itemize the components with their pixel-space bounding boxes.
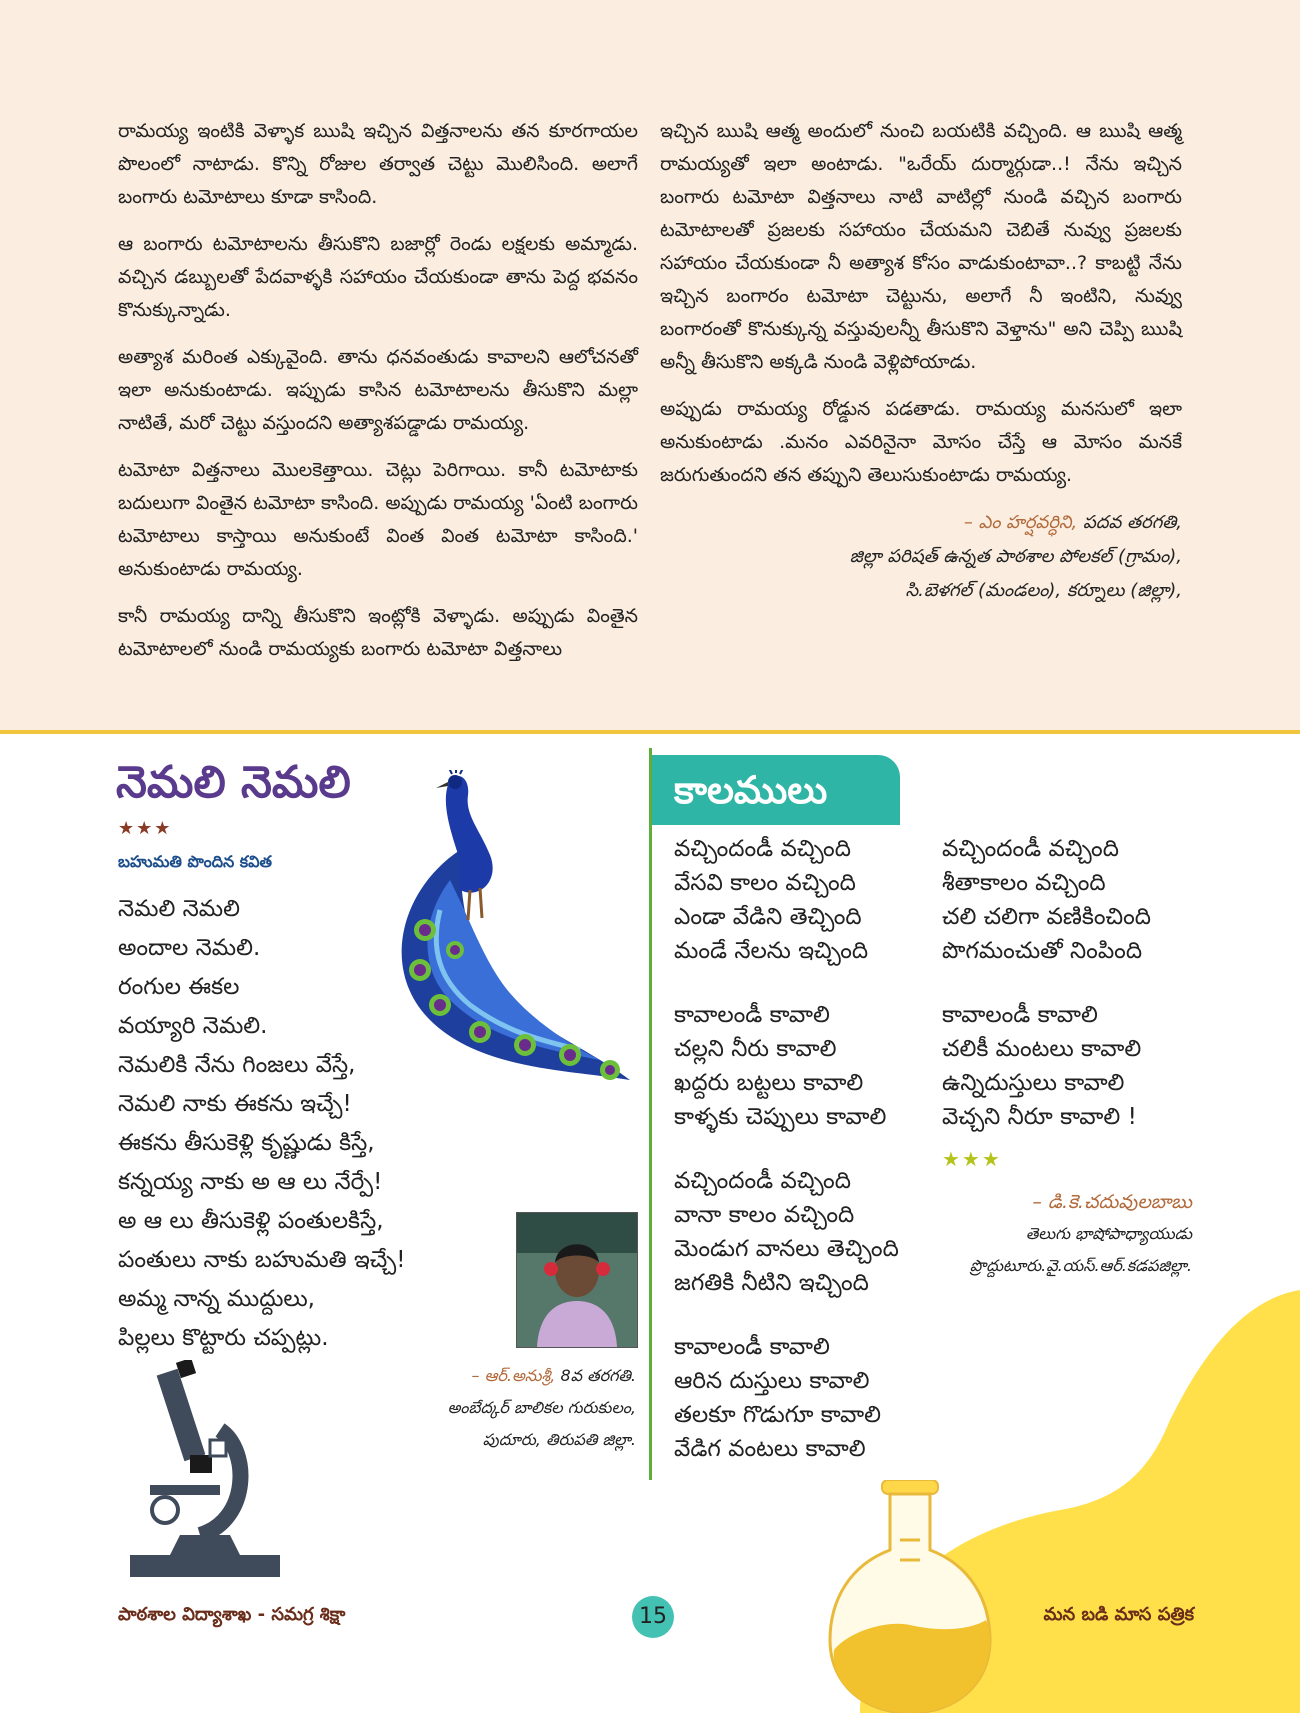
stanza-line: తలకూ గొడుగూ కావాలి xyxy=(674,1402,881,1428)
poem-line: అందాల నెమలి. xyxy=(118,935,261,961)
poem-stars: ★★★ xyxy=(118,818,173,839)
story-paragraph: రామయ్య ఇంటికి వెళ్ళాక ఋషి ఇచ్చిన విత్తనాలను తన కూరగాయల పొలంలో నాటాడు. కొన్ని రోజుల తర్వాత చెట్టు మొలిసింది. అలాగే బంగారు టమోటాలు కూడా కాసింది. xyxy=(118,120,638,208)
stanza-line: వచ్చిందండీ వచ్చింది xyxy=(674,1168,851,1194)
footer-magazine-name: మన బడి మాస పత్రిక xyxy=(1043,1604,1194,1625)
stanza-line: ఉన్నిదుస్తులు కావాలి xyxy=(942,1070,1125,1096)
poem-line: వయ్యారి నెమలి. xyxy=(118,1013,268,1039)
stanza xyxy=(674,1164,899,1300)
poem-author-place: పుదూరు, తిరుపతి జిల్లా. xyxy=(482,1430,636,1449)
stanza-line: కాళ్ళకు చెప్పులు కావాలి xyxy=(674,1104,887,1130)
poem-line: నెమలికి నేను గింజలు వేస్తే, xyxy=(118,1052,356,1078)
story-paragraph: అప్పుడు రామయ్య రోడ్డున పడతాడు. రామయ్య మనసులో ఇలా అనుకుంటాడు .మనం ఎవరినైనా మోసం చేస్తే ఆ మోసం మనకే జరుగుతుందని తన తప్పుని తెలుసుకుంటాడు రామయ్య. xyxy=(660,398,1182,486)
stanza-line: వచ్చిందండీ వచ్చింది xyxy=(942,836,1119,862)
seasons-left-column xyxy=(674,832,899,1496)
stanza-line: పొగమంచుతో నింపింది xyxy=(942,938,1143,964)
poem-line: నెమలి నాకు ఈకను ఇచ్చే! xyxy=(118,1091,352,1117)
story-author-school: జిల్లా పరిషత్ ఉన్నత పాఠశాల పోలకల్ (గ్రామం), xyxy=(849,546,1182,567)
poem-author-school: అంబేద్కర్ బాలికల గురుకులం, xyxy=(447,1398,636,1417)
poem-line: కన్నయ్య నాకు అ ఆ లు నేర్పే! xyxy=(118,1169,383,1195)
story-author-place: సి.బెళగల్ (మండలం), కర్నూలు (జిల్లా), xyxy=(905,580,1182,601)
stanza-line: కావాలండీ కావాలి xyxy=(674,1002,830,1028)
story-credit xyxy=(660,506,1182,608)
story-paragraph: కానీ రామయ్య దాన్ని తీసుకొని ఇంట్లోకి వెళ్ళాడు. అప్పుడు వింతైన టమోటాలలో నుండి రామయ్యకు బంగారు టమోటా విత్తనాలు xyxy=(118,605,638,660)
stanza xyxy=(942,832,1151,968)
section-divider xyxy=(649,748,652,1480)
stanza-line: కావాలండీ కావాలి xyxy=(674,1334,830,1360)
story-paragraph: అత్యాశ మరింత ఎక్కువైంది. తాను ధనవంతుడు కావాలని ఆలోచనతో ఇలా అనుకుంటాడు. ఇప్పుడు కాసిన టమోటాలను తీసుకొని మల్లా నాటితే, మరో చెట్టు వస్తుందని అత్యాశపడ్డాడు రామయ్య. xyxy=(118,346,638,434)
stanza-line: చలికీ మంటలు కావాలి xyxy=(942,1036,1142,1062)
seasons-stars: ★★★ xyxy=(942,1147,1002,1171)
poem-line: పిల్లలు కొట్టారు చప్పట్లు. xyxy=(118,1325,329,1351)
seasons-right-column xyxy=(942,832,1151,1176)
poem-line: అమ్మ నాన్న ముద్దులు, xyxy=(118,1286,315,1312)
stanza xyxy=(942,998,1151,1134)
stanza-line: వేసవి కాలం వచ్చింది xyxy=(674,870,856,896)
seasons-title-tab: కాలములు xyxy=(652,755,900,825)
stanza-line: ఖద్దరు బట్టలు కావాలి xyxy=(674,1070,864,1096)
story-paragraph: ఇచ్చిన ఋషి ఆత్మ అందులో నుంచి బయటికి వచ్చింది. ఆ ఋషి ఆత్మ రామయ్యతో ఇలా అంటాడు. "ఒరేయ్ దుర్మార్గుడా..! నేను ఇచ్చిన బంగారు టమోటా విత్తనాలు నాటి వాటిల్లో నుండి వచ్చిన బంగారు టమోటాలతో ప్రజలకు సహాయం చేయమని చెబితే నువ్వు ప్రజలకు సహాయం చేయకుండా నీ అత్యాశ కోసం వాడుకుంటావా..? కాబట్టి నేను ఇచ్చిన బంగారం టమోటా చెట్టును, అలాగే నీ ఇంటిని, నువ్వు బంగారంతో కొనుక్కున్న వస్తువులన్నీ తీసుకొని వెళ్తాను" అని చెప్పి ఋషి అన్నీ తీసుకొని అక్కడి నుండి వెళ్లిపోయాడు. xyxy=(660,120,1182,373)
poem-author-name: – ఆర్.అనుశ్రీ, xyxy=(471,1366,556,1385)
poem-author-class: 8వ తరగతి. xyxy=(555,1366,636,1385)
stanza-line: వానా కాలం వచ్చింది xyxy=(674,1202,855,1228)
stanza-line: కావాలండీ కావాలి xyxy=(942,1002,1098,1028)
stanza-line: ఆరిన దుస్తులు కావాలి xyxy=(674,1368,870,1394)
stanza-line: మండే నేలను ఇచ్చింది xyxy=(674,938,869,964)
stanza-line: వచ్చిందండీ వచ్చింది xyxy=(674,836,851,862)
peacock-illustration xyxy=(340,770,640,1100)
stanza-line: వేడిగ వంటలు కావాలి xyxy=(674,1436,866,1462)
poem-credit xyxy=(448,1360,636,1456)
page-number: 15 xyxy=(632,1596,674,1638)
stanza-line: మెండుగ వానలు తెచ్చింది xyxy=(674,1236,899,1262)
stanza-line: చలి చలిగా వణికించింది xyxy=(942,904,1152,930)
microscope-icon xyxy=(130,1360,280,1580)
story-left-column xyxy=(118,115,638,680)
poem-title: నెమలి నెమలి xyxy=(116,757,351,808)
poem-line: రంగుల ఈకల xyxy=(118,974,240,1000)
student-photo xyxy=(516,1212,638,1348)
stanza-line: వెచ్చని నీరూ కావాలి ! xyxy=(942,1104,1137,1130)
story-paragraph: టమోటా విత్తనాలు మొలకెత్తాయి. చెట్లు పెరిగాయి. కానీ టమోటాకు బదులుగా వింతైన టమోటా కాసింది. అప్పుడు రామయ్య 'ఏంటి బంగారు టమోటాలు కాస్తాయి అనుకుంటే వింత వింత టమోటా కాసింది.' అనుకుంటాడు రామయ్య. xyxy=(118,459,638,580)
story-paragraph: ఆ బంగారు టమోటాలను తీసుకొని బజార్లో రెండు లక్షలకు అమ్మాడు. వచ్చిన డబ్బులతో పేదవాళ్ళకి సహాయం చేయకుండా తాను పెద్ద భవనం కొనుక్కున్నాడు. xyxy=(118,233,638,321)
story-right-column xyxy=(660,115,1182,608)
poem-subtitle: బహుమతి పొందిన కవిత xyxy=(118,852,272,871)
seasons-author-name: – డి.కె.చదువులబాబు xyxy=(1032,1191,1192,1213)
story-author-name: – ఎం హర్షవర్ధిని, xyxy=(963,512,1078,533)
story-author-class: పదవ తరగతి, xyxy=(1077,512,1182,533)
stanza xyxy=(674,832,899,968)
poem-line: పంతులు నాకు బహుమతి ఇచ్చే! xyxy=(118,1247,406,1273)
flask-icon xyxy=(820,1480,1000,1713)
stanza-line: ఎండా వేడిని తెచ్చింది xyxy=(674,904,862,930)
poem-line: ఈకను తీసుకెళ్లి కృష్ణుడు కిస్తే, xyxy=(118,1130,375,1156)
seasons-author-role: తెలుగు భాషోపాధ్యాయుడు xyxy=(1025,1224,1192,1243)
stanza-line: శీతాకాలం వచ్చింది xyxy=(942,870,1106,896)
seasons-credit xyxy=(970,1186,1192,1282)
stanza-line: జగతికి నీటిని ఇచ్చింది xyxy=(674,1270,869,1296)
poem-line: అ ఆ లు తీసుకెళ్లి పంతులకిస్తే, xyxy=(118,1208,384,1234)
stanza xyxy=(674,998,899,1134)
footer-department: పాఠశాల విద్యాశాఖ - సమగ్ర శిక్షా xyxy=(118,1604,346,1625)
seasons-author-place: ప్రొద్దుటూరు.వై.యస్.ఆర్.కడపజిల్లా. xyxy=(969,1256,1192,1275)
stanza xyxy=(674,1330,899,1466)
poem-line: నెమలి నెమలి xyxy=(118,896,240,922)
stanza-line: చల్లని నీరు కావాలి xyxy=(674,1036,837,1062)
